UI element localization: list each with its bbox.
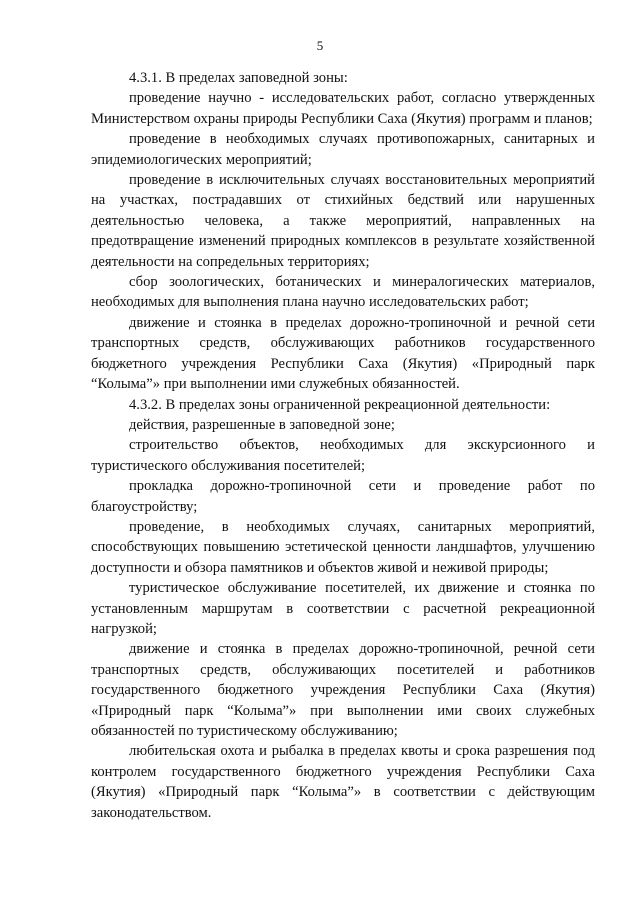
section-heading-4-3-1: 4.3.1. В пределах заповедной зоны: bbox=[129, 70, 348, 86]
paragraph-restoration: проведение в исключительных случаях восстановительных мероприятий на участках, пострадавших от стихийных бедствий или нарушенных деятельностью человека, а также мероприятий, направленных на предотвращение изменений природных комплексов в результате хозяйственной деятельности на сопредельных территориях; bbox=[91, 172, 595, 270]
paragraph-hunting-fishing: любительская охота и рыбалка в пределах квоты и срока разрешения под контролем государственного бюджетного учреждения Республики Саха (Якутия) «Природный парк “Колыма”» в соответствии с действующим законодательством. bbox=[91, 743, 595, 821]
paragraph-permitted-actions: действия, разрешенные в заповедной зоне; bbox=[129, 416, 395, 433]
paragraph-sanitary-measures: проведение, в необходимых случаях, санитарных мероприятий, способствующих повышению эстетической ценности ландшафтов, улучшению доступности и обзора памятников и объектов живой и неживой природы; bbox=[91, 518, 595, 576]
paragraph-tourist-service: туристическое обслуживание посетителей, их движение и стоянка по установленным маршрутам в соответствии с расчетной рекреационной нагрузкой; bbox=[91, 580, 595, 637]
paragraph-construction: строительство объектов, необходимых для экскурсионного и туристического обслуживания посетителей; bbox=[91, 437, 595, 474]
paragraph-research: проведение научно - исследовательских работ, согласно утвержденных Министерством охраны природы Республики Саха (Якутия) программ и планов; bbox=[91, 90, 595, 127]
paragraph-vehicle-movement: движение и стоянка в пределах дорожно-тропиночной и речной сети транспортных средств, обслуживающих работников государственного бюджетного учреждения Республики Саха (Якутия) «Природный парк “Колыма”» при выполнении ими служебных обязанностей. bbox=[91, 314, 595, 393]
document-body bbox=[91, 68, 595, 823]
paragraph-fire-sanitary: проведение в необходимых случаях противопожарных, санитарных и эпидемиологических мероприятий; bbox=[91, 131, 595, 168]
paragraph-collection: сбор зоологических, ботанических и минералогических материалов, необходимых для выполнения плана научно исследовательских работ; bbox=[91, 274, 595, 311]
section-heading-4-3-2: 4.3.2. В пределах зоны ограниченной рекреационной деятельности: bbox=[129, 396, 551, 413]
paragraph-trail-network: прокладка дорожно-тропиночной сети и проведение работ по благоустройству; bbox=[91, 478, 595, 515]
page-number: 5 bbox=[316, 38, 324, 53]
paragraph-tourist-vehicles: движение и стоянка в пределах дорожно-тропиночной, речной сети транспортных средств, обслуживающих посетителей и работников государственного бюджетного учреждения Республики Саха (Якутия) «Природный парк “Колыма”» при выполнении ими своих служебных обязанностей по туристическому обслуживанию; bbox=[91, 641, 595, 739]
